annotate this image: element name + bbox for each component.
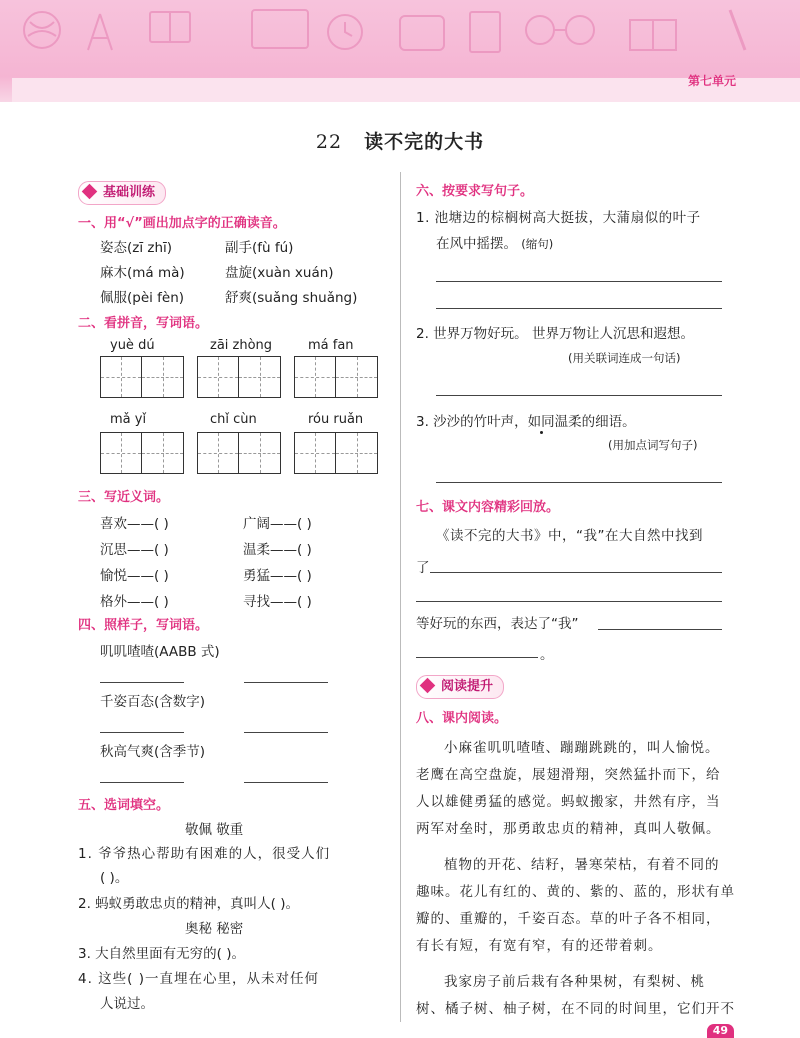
writing-grid[interactable] [100,432,184,474]
writing-grid[interactable] [294,432,378,474]
basic-training-badge: 基础训练 [78,181,166,205]
answer-line[interactable] [416,657,538,658]
answer-line[interactable] [100,782,184,783]
header-decoration [0,0,800,80]
pronunciation-item[interactable]: 副手(fù fú) [225,240,294,256]
example-word: 秋高气爽(含季节) [100,744,206,760]
pinyin-label: róu ruǎn [308,412,364,427]
page-header [0,0,800,102]
pronunciation-item[interactable]: 舒爽(suǎng shuǎng) [225,290,358,306]
synonym-item[interactable]: 勇猛——( ) [243,568,312,584]
dotted-word: 如同 [527,414,555,430]
answer-line[interactable] [436,482,722,483]
answer-line[interactable] [430,572,722,573]
synonym-item[interactable]: 寻找——( ) [243,594,312,610]
reading-badge: 阅读提升 [416,675,504,699]
section-5-heading: 五、选词填空。 [78,798,170,813]
lesson-number: 22 [315,131,343,153]
recall-end: 。 [540,647,554,663]
fill-question: 1. 爷爷热心帮助有困难的人，很受人们 [78,846,331,862]
unit-label: 第七单元 [687,74,736,88]
page-number: 49 [707,1024,734,1038]
reading-line: 植物的开花、结籽，暑寒荣枯，有着不同的 [444,857,720,873]
column-divider [400,172,401,1022]
section-3-heading: 三、写近义词。 [78,490,170,505]
writing-grid[interactable] [197,432,281,474]
synonym-item[interactable]: 广阔——( ) [243,516,312,532]
answer-line[interactable] [436,395,722,396]
pronunciation-item[interactable]: 麻木(má mà) [100,265,185,281]
pronunciation-item[interactable]: 盘旋(xuàn xuán) [225,265,334,281]
notebook-icon [252,10,308,48]
recall-line: 《读不完的大书》中，“我”在大自然中找到 [436,528,703,544]
reading-line: 小麻雀叽叽喳喳、蹦蹦跳跳的，叫人愉悦。 [444,740,720,756]
bag-icon [400,16,444,50]
section-2-heading: 二、看拼音，写词语。 [78,316,209,331]
pinyin-label: mǎ yǐ [110,412,147,427]
reading-line: 两军对垒时，那勇敢忠贞的精神，真叫人敬佩。 [416,821,721,837]
open-book-icon [630,20,676,50]
gem-icon [420,678,436,694]
reading-line: 瓣的、重瓣的，千姿百态。草的叶子各不相同， [416,911,721,927]
rewrite-question: 2. 世界万物好玩。 世界万物让人沉思和遐想。 [416,326,694,342]
answer-line[interactable] [436,308,722,309]
reading-line: 树、橘子树、柚子树，在不同的时间里，它们开不 [416,1001,735,1017]
section-6-heading: 六、按要求写句子。 [416,184,534,199]
synonym-item[interactable]: 沉思——( ) [100,542,169,558]
pinyin-label: chǐ cùn [210,412,257,427]
pinyin-label: yuè dú [110,338,155,353]
answer-line[interactable] [436,281,722,282]
fill-question[interactable]: 3. 大自然里面有无穷的( )。 [78,946,245,962]
rewrite-note: (用加点词写句子) [608,438,698,452]
section-8-heading: 八、课内阅读。 [416,711,508,726]
recall-line: 了 [416,560,430,576]
synonym-item[interactable]: 喜欢——( ) [100,516,169,532]
rewrite-question: 3. 沙沙的竹叶声，如同温柔的细语。 [416,414,636,430]
globe-lines [28,22,56,36]
example-word: 千姿百态(含数字) [100,694,206,710]
pronunciation-item[interactable]: 佩服(pèi fèn) [100,290,185,306]
pronunciation-item[interactable]: 姿态(zī zhī) [100,240,173,256]
lesson-title [0,127,800,154]
answer-line[interactable] [100,732,184,733]
ruler-icon [470,12,500,52]
writing-grid[interactable] [197,356,281,398]
reading-line: 我家房子前后栽有各种果树，有梨树、桃 [444,974,705,990]
section-7-heading: 七、课文内容精彩回放。 [416,500,560,515]
fill-question-cont: 人说过。 [100,996,154,1012]
reading-line: 人以雄健勇猛的感觉。蚂蚁搬家，井然有序，当 [416,794,721,810]
answer-line[interactable] [598,629,722,630]
rewrite-question-cont: 在风中摇摆。 (缩句) [436,236,554,252]
rewrite-note: (用关联词连成一句话) [568,351,681,365]
fill-question[interactable]: 2. 蚂蚁勇敢忠贞的精神，真叫人( )。 [78,896,299,912]
reading-line: 趣味。花儿有红的、黄的、紫的、蓝的，形状有单 [416,884,735,900]
fill-question[interactable]: 4. 这些( )一直埋在心里，从未对任何 [78,971,319,987]
pencil-icon [730,10,745,50]
pinyin-label: má fan [308,338,354,353]
writing-grid[interactable] [100,356,184,398]
section-1-heading: 一、用“√”画出加点字的正确读音。 [78,216,286,231]
rewrite-note: (缩句) [521,237,554,251]
pinyin-label: zāi zhòng [210,338,273,353]
compass-icon [88,14,112,50]
reading-line: 老鹰在高空盘旋，展翅滑翔，突然猛扑而下，给 [416,767,721,783]
section-4-heading: 四、照样子，写词语。 [78,618,209,633]
synonym-item[interactable]: 愉悦——( ) [100,568,169,584]
answer-line[interactable] [244,682,328,683]
header-band [12,78,800,102]
rewrite-question: 1. 池塘边的棕榈树高大挺拔，大蒲扇似的叶子 [416,210,701,226]
reading-line: 有长有短，有宽有窄，有的还带着刺。 [416,938,663,954]
glasses-icon [526,16,554,44]
gem-icon [82,184,98,200]
word-choices: 奥秘 秘密 [185,921,244,937]
answer-line[interactable] [244,782,328,783]
answer-line[interactable] [244,732,328,733]
fill-blank[interactable]: ( )。 [100,870,129,886]
answer-line[interactable] [100,682,184,683]
recall-line: 等好玩的东西，表达了“我” [416,616,579,632]
synonym-item[interactable]: 格外——( ) [100,594,169,610]
lesson-name: 读不完的大书 [364,131,485,153]
writing-grid[interactable] [294,356,378,398]
example-word: 叽叽喳喳(AABB 式) [100,644,220,660]
word-choices: 敬佩 敬重 [185,822,244,838]
answer-line[interactable] [416,601,722,602]
synonym-item[interactable]: 温柔——( ) [243,542,312,558]
